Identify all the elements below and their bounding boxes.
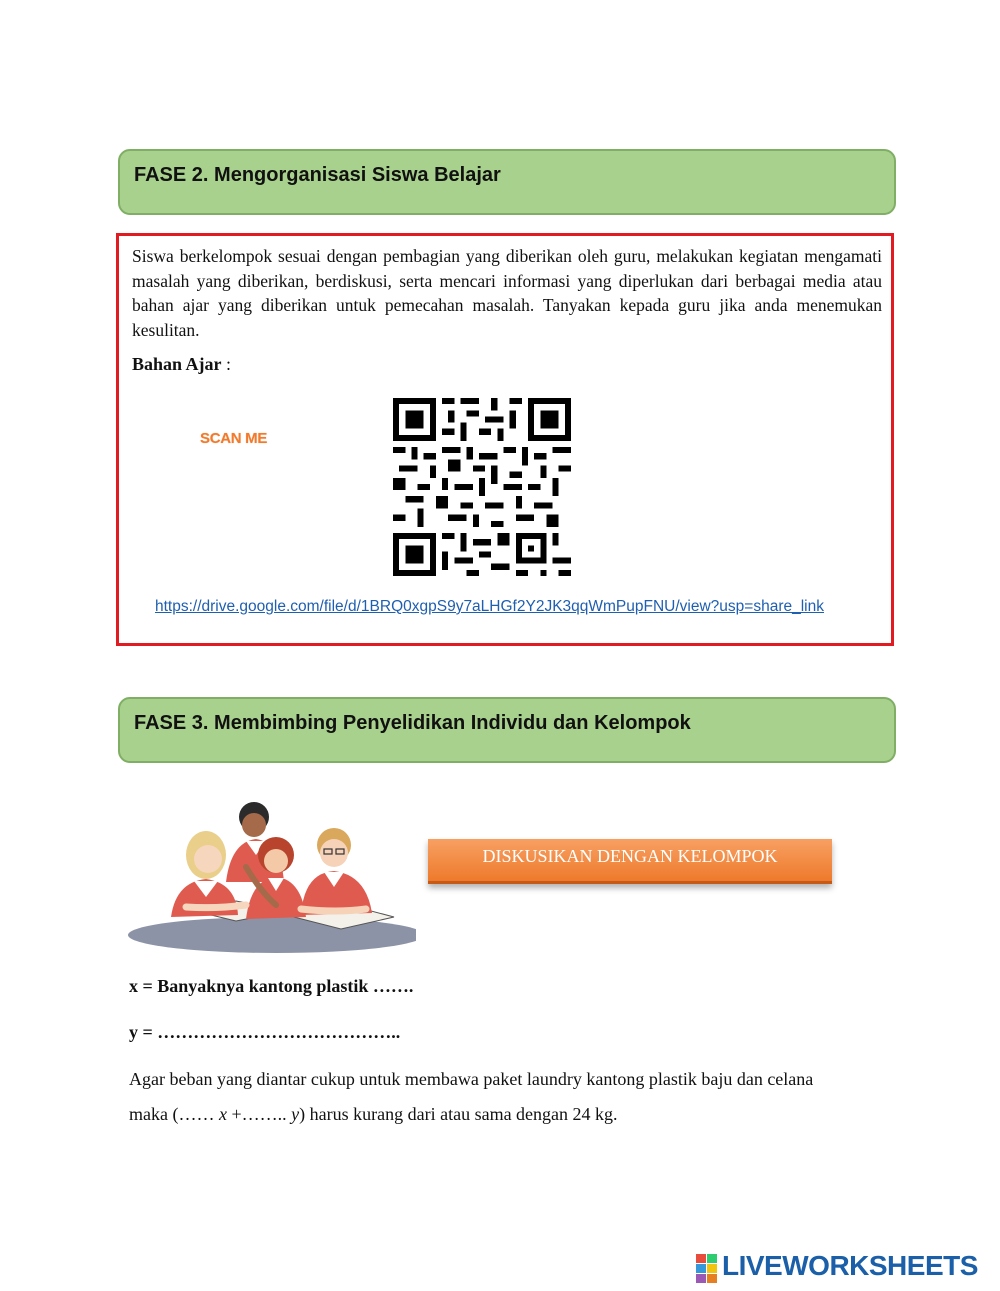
- constraint-sentence-line1: Agar beban yang diantar cukup untuk membawa paket laundry kantong plastik baju dan celana: [129, 1069, 814, 1089]
- var-x: x: [218, 1104, 227, 1124]
- phase2-header: [118, 149, 896, 215]
- constraint-sentence-line2: [129, 1104, 618, 1125]
- constraint-suffix: ) harus kurang dari atau sama dengan 24 kg.: [299, 1104, 618, 1124]
- var-y: y: [291, 1104, 300, 1124]
- scan-me-label: SCAN ME: [200, 430, 268, 447]
- discuss-with-group-button[interactable]: DISKUSIKAN DENGAN KELOMPOK: [428, 839, 832, 884]
- bahan-ajar-link[interactable]: https://drive.google.com/file/d/1BRQ0xgpS9y7aLHGf2Y2JK3qqWmPupFNU/view?usp=share_link: [155, 598, 824, 615]
- bahan-ajar-label: [132, 354, 231, 375]
- x-definition: x = Banyaknya kantong plastik …….: [129, 976, 414, 996]
- bahan-ajar-bold: Bahan Ajar: [132, 354, 222, 374]
- bahan-ajar-colon: :: [221, 354, 232, 374]
- liveworksheets-brand: LIVEWORKSHEETS: [722, 1250, 978, 1281]
- phase2-title: FASE 2. Mengorganisasi Siswa Belajar: [134, 164, 501, 186]
- constraint-plus: +……..: [226, 1104, 292, 1124]
- phase3-header: [118, 697, 896, 763]
- liveworksheets-logo-icon: [696, 1254, 718, 1284]
- phase2-content-box: [116, 233, 894, 646]
- constraint-prefix: maka (……: [129, 1104, 219, 1124]
- students-discussion-illustration: [126, 797, 416, 957]
- phase3-title: FASE 3. Membimbing Penyelidikan Individu dan Kelompok: [134, 712, 691, 734]
- phase2-paragraph: Siswa berkelompok sesuai dengan pembagian yang diberikan oleh guru, melakukan kegiatan mengamati masalah yang diberikan, berdiskusi, serta mencari informasi yang diperlukan dari berbagai media atau bahan ajar yang diberikan untuk pemecahan masalah. Tanyakan kepada guru jika anda menemukan kesulitan.: [132, 246, 882, 340]
- y-definition: y = …………………………………..: [129, 1022, 401, 1042]
- qr-code-icon: [393, 398, 571, 576]
